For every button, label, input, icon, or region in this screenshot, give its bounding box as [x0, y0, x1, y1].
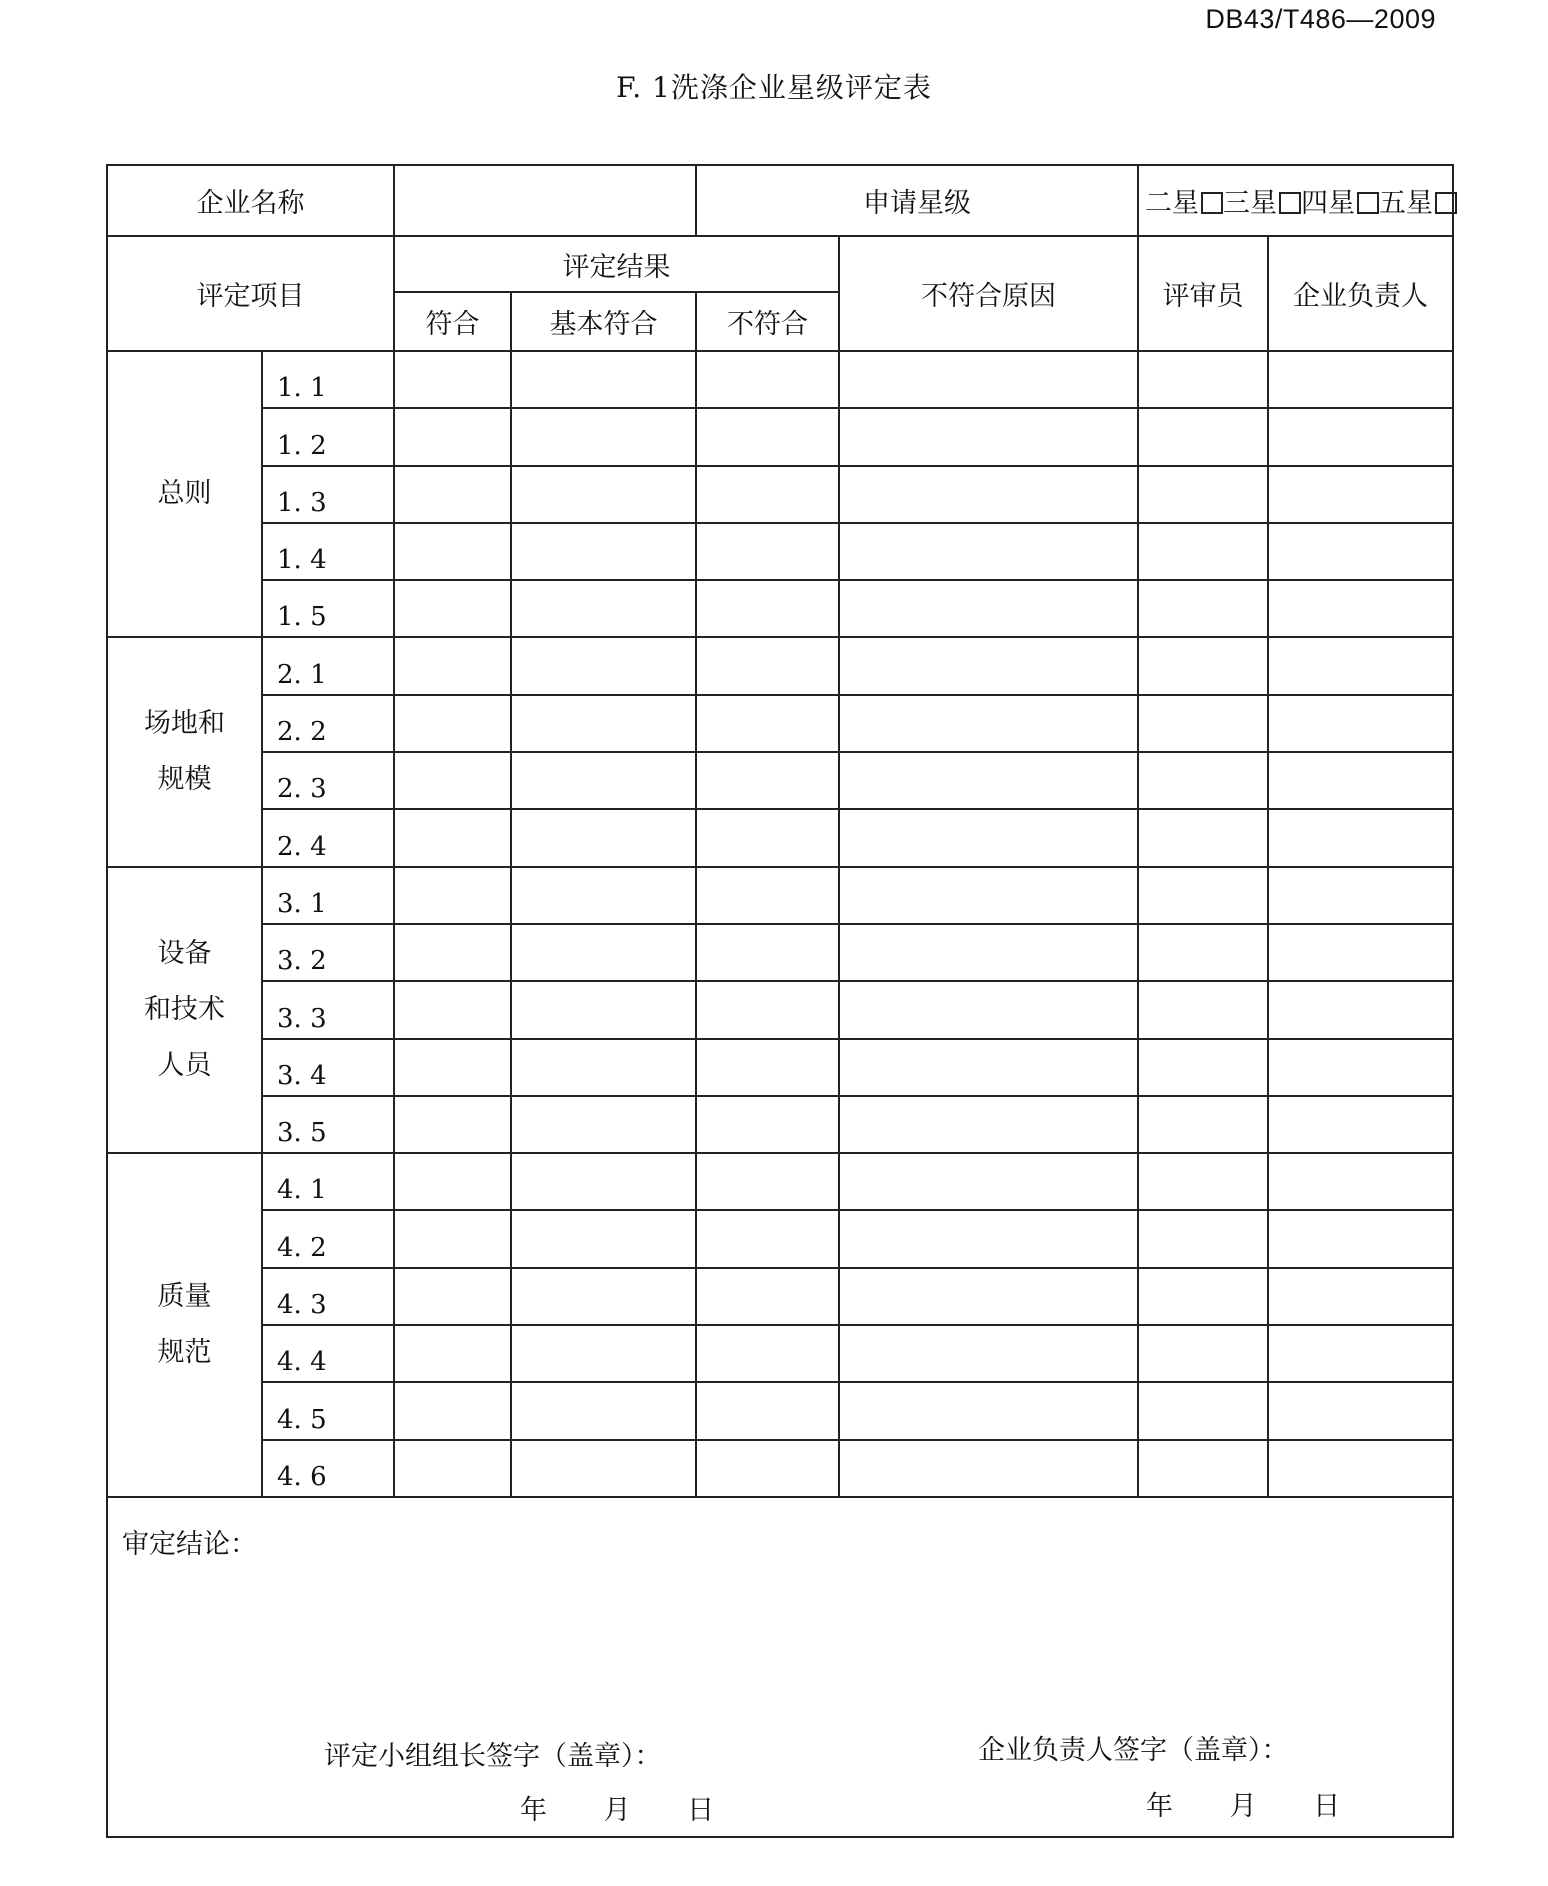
- reviewer-cell[interactable]: [1138, 752, 1268, 809]
- table-row: [107, 924, 1453, 981]
- item-number: 1. 5: [262, 580, 394, 637]
- item-number: 2. 2: [262, 695, 394, 752]
- reason-cell[interactable]: [839, 408, 1138, 465]
- table-row: [107, 1325, 1453, 1382]
- nonconform-cell[interactable]: [696, 637, 839, 694]
- checkbox-icon[interactable]: [1201, 192, 1223, 214]
- item-number: 4. 2: [262, 1210, 394, 1267]
- item-number: 4. 6: [262, 1440, 394, 1497]
- reason-cell[interactable]: [839, 981, 1138, 1038]
- item-number: 1. 2: [262, 408, 394, 465]
- nonconform-cell[interactable]: [696, 466, 839, 523]
- nonconform-reason-header: 不符合原因: [839, 236, 1138, 351]
- item-number: 3. 1: [262, 867, 394, 924]
- conform-cell[interactable]: [394, 809, 511, 866]
- nonconform-cell[interactable]: [696, 1440, 839, 1497]
- nonconform-cell[interactable]: [696, 408, 839, 465]
- reviewer-cell[interactable]: [1138, 1382, 1268, 1439]
- reason-cell[interactable]: [839, 695, 1138, 752]
- head-cell[interactable]: [1268, 408, 1453, 465]
- star-option: [1223, 181, 1301, 220]
- nonconform-cell[interactable]: [696, 351, 839, 408]
- conform-cell[interactable]: [394, 1153, 511, 1210]
- reviewer-cell[interactable]: [1138, 637, 1268, 694]
- item-number: 3. 3: [262, 981, 394, 1038]
- head-cell[interactable]: [1268, 1325, 1453, 1382]
- enterprise-name-field[interactable]: [394, 165, 696, 236]
- nonconform-cell[interactable]: [696, 523, 839, 580]
- eval-item-header: 评定项目: [107, 236, 394, 351]
- star-option: [1379, 181, 1457, 220]
- reason-cell[interactable]: [839, 1039, 1138, 1096]
- table-row: [107, 695, 1453, 752]
- leader-signature-date: 年 月 日: [520, 1794, 715, 1826]
- reviewer-cell[interactable]: [1138, 1153, 1268, 1210]
- reviewer-cell[interactable]: [1138, 523, 1268, 580]
- conform-cell[interactable]: [394, 867, 511, 924]
- head-cell[interactable]: [1268, 466, 1453, 523]
- table-row: [107, 809, 1453, 866]
- conform-cell[interactable]: [394, 1268, 511, 1325]
- head-cell[interactable]: [1268, 809, 1453, 866]
- eval-result-header: 评定结果: [394, 236, 839, 292]
- conform-cell[interactable]: [394, 695, 511, 752]
- reviewer-cell[interactable]: [1138, 1210, 1268, 1267]
- category-name: 质量: [157, 1281, 212, 1313]
- star-option-label: 五星: [1379, 188, 1433, 219]
- header-row-1: [107, 236, 1453, 292]
- conform-cell[interactable]: [394, 752, 511, 809]
- reason-cell[interactable]: [839, 466, 1138, 523]
- conform-cell[interactable]: [394, 351, 511, 408]
- leader-signature-label: 评定小组组长签字（盖章）：: [324, 1740, 662, 1772]
- nonconform-cell[interactable]: [696, 1210, 839, 1267]
- basic-conform-cell[interactable]: [511, 523, 696, 580]
- item-number: 3. 5: [262, 1096, 394, 1153]
- head-cell[interactable]: [1268, 523, 1453, 580]
- checkbox-icon[interactable]: [1435, 192, 1457, 214]
- category-cell: [107, 351, 262, 637]
- category-name: 和技术: [144, 993, 225, 1025]
- reviewer-cell[interactable]: [1138, 1096, 1268, 1153]
- table-row: [107, 408, 1453, 465]
- result-conform-header: 符合: [394, 292, 511, 351]
- nonconform-cell[interactable]: [696, 1153, 839, 1210]
- conform-cell[interactable]: [394, 580, 511, 637]
- reason-cell[interactable]: [839, 924, 1138, 981]
- reason-cell[interactable]: [839, 1325, 1138, 1382]
- conclusion-label: 审定结论：: [122, 1528, 257, 1560]
- nonconform-cell[interactable]: [696, 1039, 839, 1096]
- enterprise-name-row: [107, 165, 1453, 236]
- table-row: [107, 1268, 1453, 1325]
- table-row: [107, 1382, 1453, 1439]
- reviewer-header: 评审员: [1138, 236, 1268, 351]
- category-name: 总则: [157, 478, 212, 510]
- reviewer-cell[interactable]: [1138, 351, 1268, 408]
- basic-conform-cell[interactable]: [511, 351, 696, 408]
- conform-cell[interactable]: [394, 1382, 511, 1439]
- reviewer-cell[interactable]: [1138, 580, 1268, 637]
- reason-cell[interactable]: [839, 1268, 1138, 1325]
- basic-conform-cell[interactable]: [511, 1325, 696, 1382]
- table-row: [107, 637, 1453, 694]
- table-row: [107, 1096, 1453, 1153]
- head-cell[interactable]: [1268, 924, 1453, 981]
- nonconform-cell[interactable]: [696, 1268, 839, 1325]
- nonconform-cell[interactable]: [696, 924, 839, 981]
- basic-conform-cell[interactable]: [511, 981, 696, 1038]
- table-row: [107, 981, 1453, 1038]
- nonconform-cell[interactable]: [696, 867, 839, 924]
- basic-conform-cell[interactable]: [511, 1268, 696, 1325]
- basic-conform-cell[interactable]: [511, 1153, 696, 1210]
- head-cell[interactable]: [1268, 1096, 1453, 1153]
- item-number: 4. 1: [262, 1153, 394, 1210]
- item-number: 4. 5: [262, 1382, 394, 1439]
- basic-conform-cell[interactable]: [511, 1210, 696, 1267]
- head-cell[interactable]: [1268, 1210, 1453, 1267]
- checkbox-icon[interactable]: [1357, 192, 1379, 214]
- reviewer-cell[interactable]: [1138, 809, 1268, 866]
- basic-conform-cell[interactable]: [511, 1440, 696, 1497]
- category-name: 场地和: [144, 708, 225, 740]
- basic-conform-cell[interactable]: [511, 580, 696, 637]
- standard-code: DB43/T486—2009: [1205, 4, 1436, 34]
- head-cell[interactable]: [1268, 981, 1453, 1038]
- conform-cell[interactable]: [394, 637, 511, 694]
- reviewer-cell[interactable]: [1138, 1268, 1268, 1325]
- conform-cell[interactable]: [394, 1096, 511, 1153]
- nonconform-cell[interactable]: [696, 580, 839, 637]
- table-row: [107, 580, 1453, 637]
- item-number: 4. 3: [262, 1268, 394, 1325]
- star-option-label: 二星: [1145, 188, 1199, 219]
- item-number: 3. 4: [262, 1039, 394, 1096]
- conform-cell[interactable]: [394, 466, 511, 523]
- head-signature-date: 年 月 日: [1146, 1790, 1341, 1822]
- item-number: 4. 4: [262, 1325, 394, 1382]
- head-cell[interactable]: [1268, 752, 1453, 809]
- nonconform-cell[interactable]: [696, 695, 839, 752]
- reviewer-cell[interactable]: [1138, 867, 1268, 924]
- reason-cell[interactable]: [839, 809, 1138, 866]
- reason-cell[interactable]: [839, 523, 1138, 580]
- star-option-label: 四星: [1301, 188, 1355, 219]
- star-option-label: 三星: [1223, 188, 1277, 219]
- nonconform-cell[interactable]: [696, 1382, 839, 1439]
- category-name: 规范: [157, 1337, 212, 1369]
- table-row: [107, 1039, 1453, 1096]
- rating-form-table: [106, 164, 1454, 1838]
- basic-conform-cell[interactable]: [511, 408, 696, 465]
- table-row: [107, 1210, 1453, 1267]
- reason-cell[interactable]: [839, 867, 1138, 924]
- conform-cell[interactable]: [394, 1039, 511, 1096]
- basic-conform-cell[interactable]: [511, 924, 696, 981]
- nonconform-cell[interactable]: [696, 981, 839, 1038]
- star-options: [1138, 165, 1453, 236]
- head-cell[interactable]: [1268, 1153, 1453, 1210]
- document-title: F. 1洗涤企业星级评定表: [616, 71, 932, 104]
- basic-conform-cell[interactable]: [511, 695, 696, 752]
- nonconform-cell[interactable]: [696, 1096, 839, 1153]
- result-basic-conform-header: 基本符合: [511, 292, 696, 351]
- conform-cell[interactable]: [394, 1210, 511, 1267]
- enterprise-head-header: 企业负责人: [1268, 236, 1453, 351]
- table-row: [107, 752, 1453, 809]
- table-row: [107, 867, 1453, 924]
- reason-cell[interactable]: [839, 1210, 1138, 1267]
- reason-cell[interactable]: [839, 580, 1138, 637]
- conform-cell[interactable]: [394, 924, 511, 981]
- item-number: 2. 3: [262, 752, 394, 809]
- category-name: 设备: [157, 937, 212, 969]
- head-cell[interactable]: [1268, 867, 1453, 924]
- category-cell: [107, 1153, 262, 1497]
- apply-star-label: 申请星级: [696, 165, 1138, 236]
- conform-cell[interactable]: [394, 523, 511, 580]
- reviewer-cell[interactable]: [1138, 1440, 1268, 1497]
- head-signature-label: 企业负责人签字（盖章）：: [978, 1734, 1289, 1766]
- checkbox-icon[interactable]: [1279, 192, 1301, 214]
- reviewer-cell[interactable]: [1138, 466, 1268, 523]
- nonconform-cell[interactable]: [696, 809, 839, 866]
- item-number: 2. 4: [262, 809, 394, 866]
- basic-conform-cell[interactable]: [511, 466, 696, 523]
- reviewer-cell[interactable]: [1138, 1325, 1268, 1382]
- conform-cell[interactable]: [394, 408, 511, 465]
- reviewer-cell[interactable]: [1138, 981, 1268, 1038]
- head-cell[interactable]: [1268, 1382, 1453, 1439]
- head-cell[interactable]: [1268, 1268, 1453, 1325]
- reason-cell[interactable]: [839, 1096, 1138, 1153]
- conform-cell[interactable]: [394, 1325, 511, 1382]
- item-number: 1. 4: [262, 523, 394, 580]
- basic-conform-cell[interactable]: [511, 809, 696, 866]
- head-cell[interactable]: [1268, 1440, 1453, 1497]
- head-cell[interactable]: [1268, 1039, 1453, 1096]
- table-row: [107, 466, 1453, 523]
- reviewer-cell[interactable]: [1138, 924, 1268, 981]
- nonconform-cell[interactable]: [696, 752, 839, 809]
- reason-cell[interactable]: [839, 1440, 1138, 1497]
- basic-conform-cell[interactable]: [511, 752, 696, 809]
- table-row: [107, 523, 1453, 580]
- basic-conform-cell[interactable]: [511, 1096, 696, 1153]
- conclusion-row: [107, 1497, 1453, 1837]
- reason-cell[interactable]: [839, 351, 1138, 408]
- head-cell[interactable]: [1268, 351, 1453, 408]
- head-cell[interactable]: [1268, 637, 1453, 694]
- category-name: 规模: [157, 764, 212, 796]
- item-number: 2. 1: [262, 637, 394, 694]
- reason-cell[interactable]: [839, 637, 1138, 694]
- basic-conform-cell[interactable]: [511, 637, 696, 694]
- conform-cell[interactable]: [394, 1440, 511, 1497]
- star-option: [1145, 181, 1223, 220]
- conclusion-cell[interactable]: [107, 1497, 1453, 1837]
- table-row: [107, 1153, 1453, 1210]
- reason-cell[interactable]: [839, 752, 1138, 809]
- category-name: 人员: [157, 1049, 212, 1081]
- head-cell[interactable]: [1268, 580, 1453, 637]
- table-row: [107, 351, 1453, 408]
- item-number: 1. 1: [262, 351, 394, 408]
- reviewer-cell[interactable]: [1138, 695, 1268, 752]
- basic-conform-cell[interactable]: [511, 1039, 696, 1096]
- reviewer-cell[interactable]: [1138, 1039, 1268, 1096]
- category-cell: [107, 637, 262, 866]
- head-cell[interactable]: [1268, 695, 1453, 752]
- reason-cell[interactable]: [839, 1382, 1138, 1439]
- table-row: [107, 1440, 1453, 1497]
- basic-conform-cell[interactable]: [511, 1382, 696, 1439]
- item-number: 1. 3: [262, 466, 394, 523]
- item-number: 3. 2: [262, 924, 394, 981]
- result-nonconform-header: 不符合: [696, 292, 839, 351]
- basic-conform-cell[interactable]: [511, 867, 696, 924]
- category-cell: [107, 867, 262, 1153]
- enterprise-name-label: 企业名称: [107, 165, 394, 236]
- conform-cell[interactable]: [394, 981, 511, 1038]
- star-option: [1301, 181, 1379, 220]
- reviewer-cell[interactable]: [1138, 408, 1268, 465]
- reason-cell[interactable]: [839, 1153, 1138, 1210]
- nonconform-cell[interactable]: [696, 1325, 839, 1382]
